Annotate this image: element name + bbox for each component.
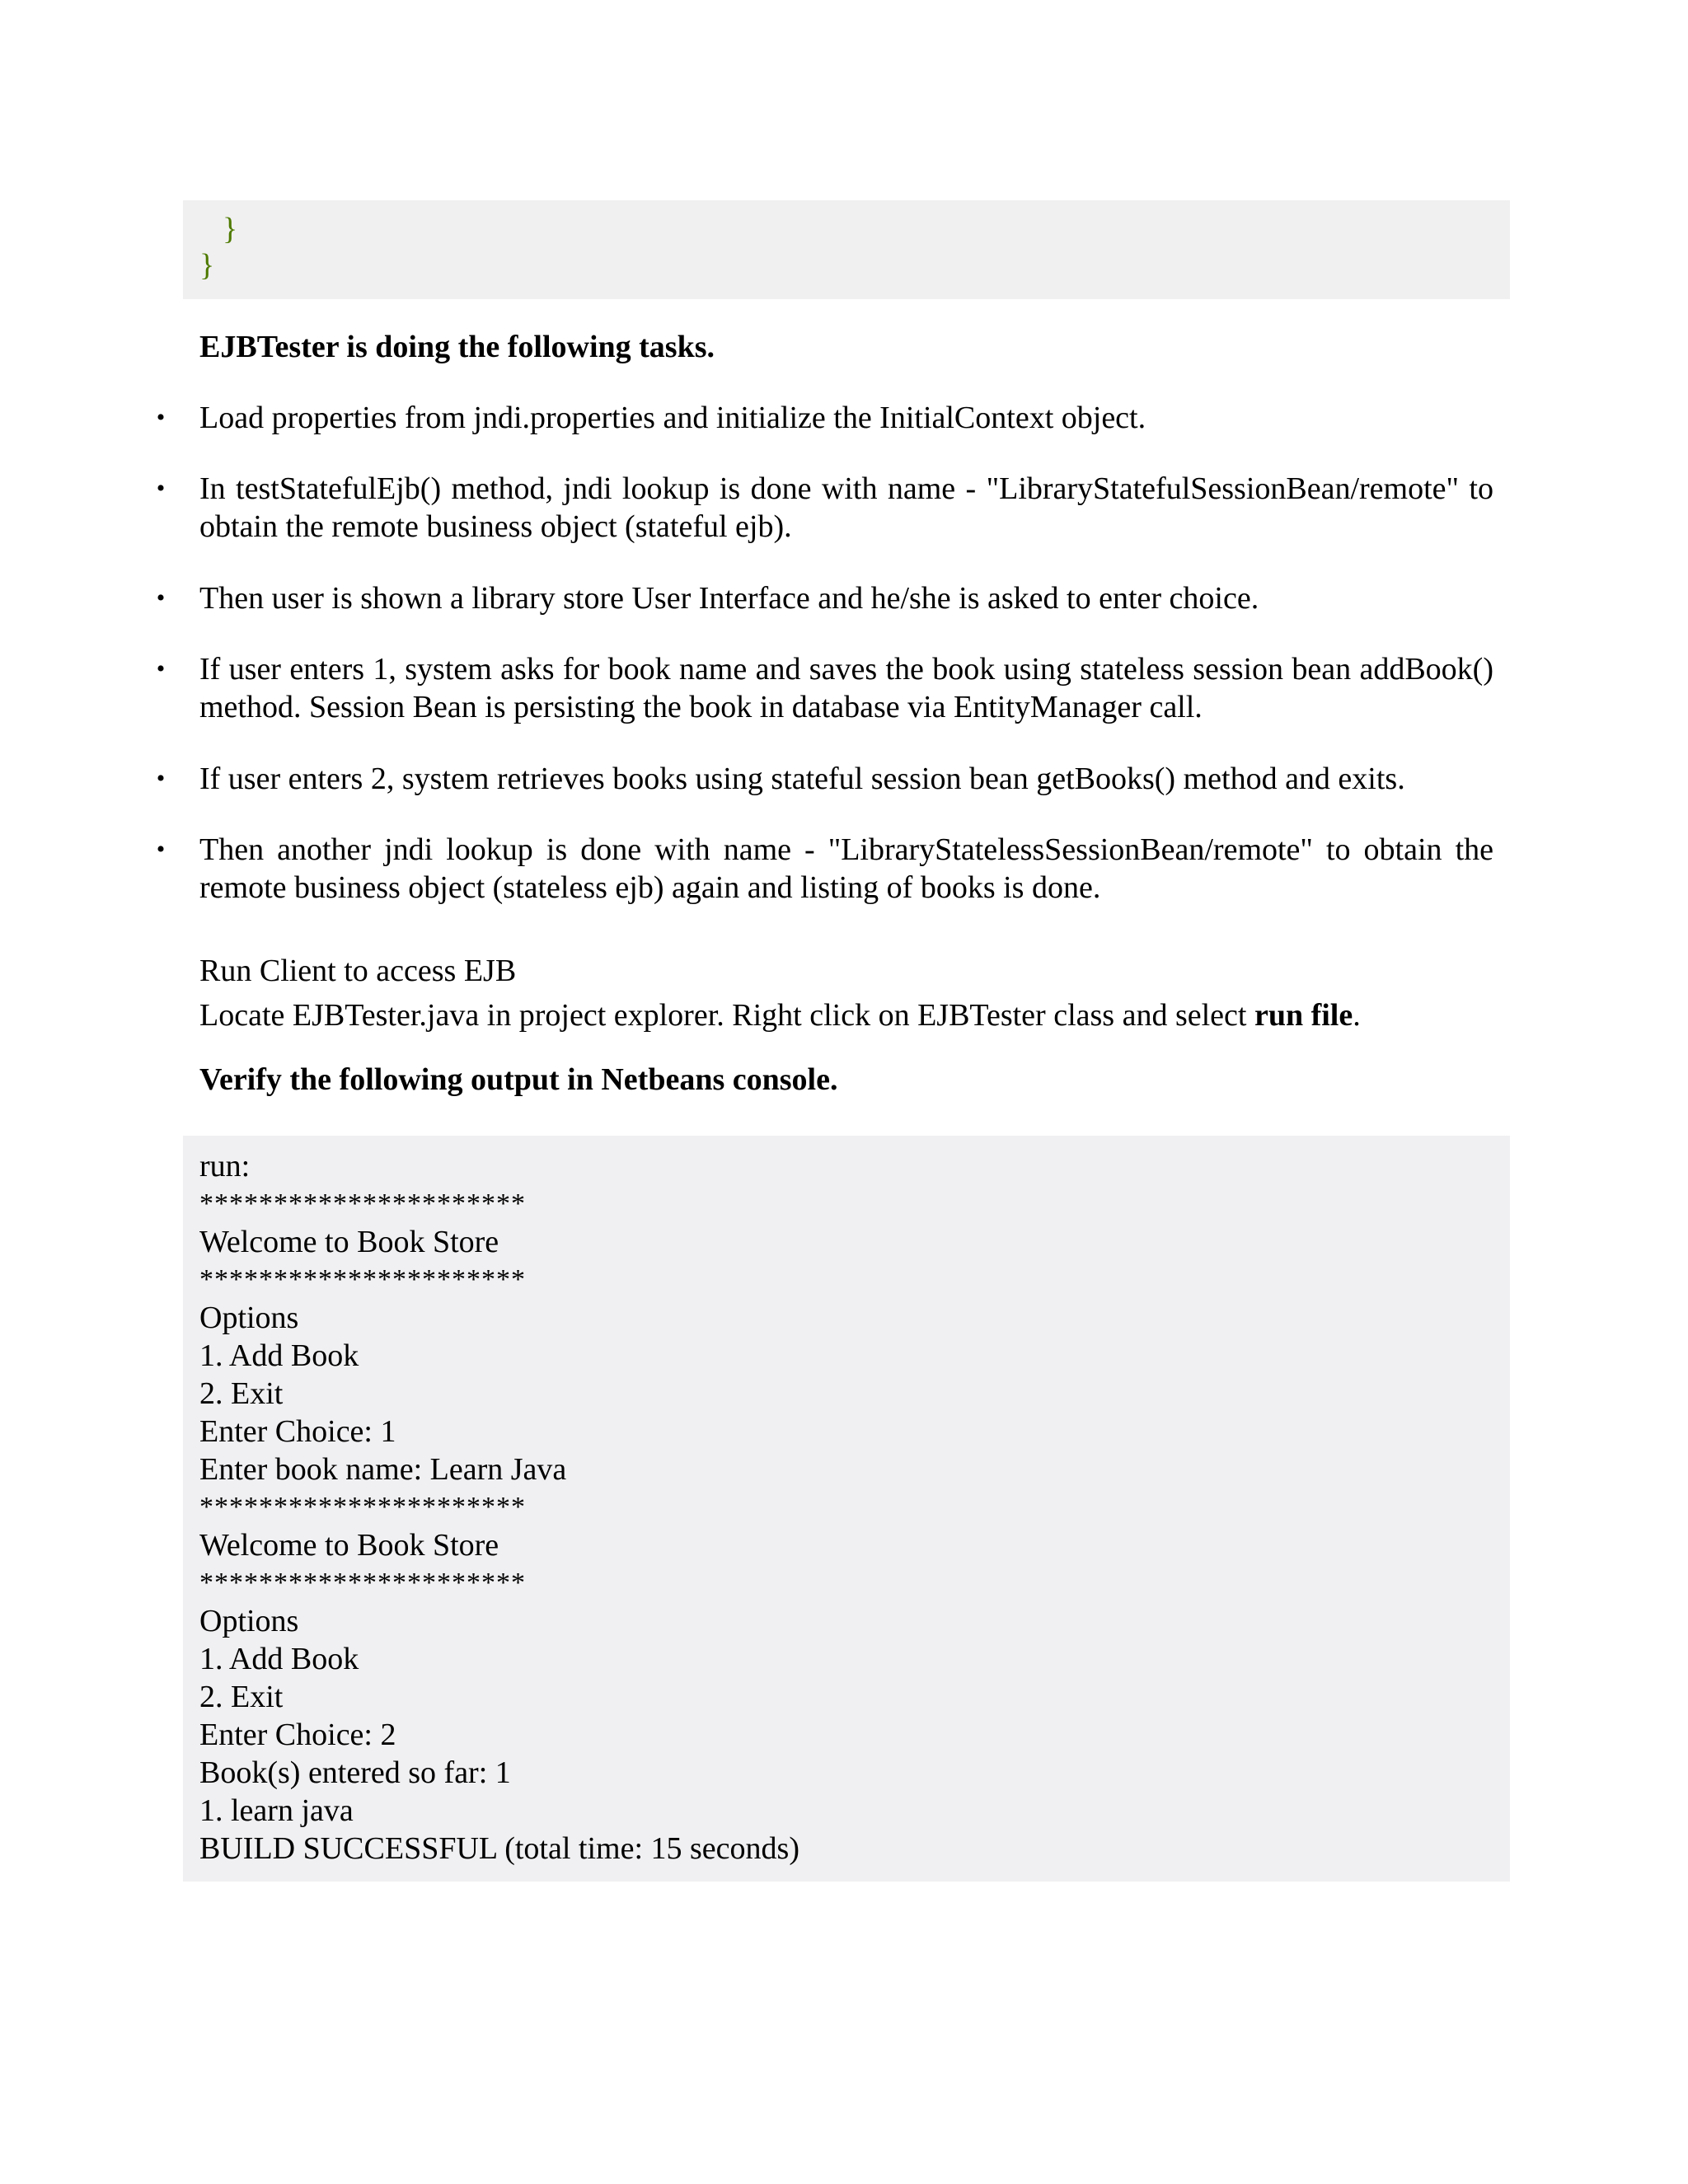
bullet-icon: • [156,655,166,682]
task-item [156,399,1493,437]
task-text: In testStatefulEjb() method, jndi lookup is done with name - "LibraryStatefulSessionBean/remote" to obtain the remote business object (stateful ejb). [199,471,1493,544]
locate-text: Locate EJBTester.java in project explorer. Right click on EJBTester class and select [199,998,1254,1033]
task-item [156,760,1493,798]
task-text: Load properties from jndi.properties and initialize the InitialContext object. [199,401,1146,435]
console-line: Options [199,1301,299,1335]
run-file-emphasis: run file [1254,998,1353,1033]
bullet-icon: • [156,475,166,502]
code-fragment-block [183,200,1510,299]
console-line: ********************** [199,1264,526,1295]
task-text: If user enters 1, system asks for book name and saves the book using stateless session bean addBook() method. Session Bean is persisting the book in database via EntityManager call. [199,652,1493,724]
task-item [156,831,1493,907]
bullet-icon: • [156,836,166,863]
console-line: BUILD SUCCESSFUL (total time: 15 seconds) [199,1831,799,1866]
console-line: ********************** [199,1188,526,1219]
console-line: run: [199,1149,251,1183]
verify-heading: Verify the following output in Netbeans console. [199,1062,838,1097]
task-item [156,650,1493,726]
console-output-block [183,1136,1510,1882]
console-line: ********************** [199,1492,526,1522]
console-line: 2. Exit [199,1680,284,1714]
console-line: 1. Add Book [199,1338,359,1373]
bullet-icon: • [156,404,166,431]
console-line: 1. learn java [199,1793,354,1828]
tasks-heading: EJBTester is doing the following tasks. [199,330,715,364]
run-client-title: Run Client to access EJB [199,954,517,988]
task-text: Then another jndi lookup is done with name - "LibraryStatelessSessionBean/remote" to obtain the remote business object (stateless ejb) again and listing of books is done. [199,832,1493,905]
task-item [156,579,1493,617]
bullet-icon: • [156,584,166,612]
console-line: Options [199,1604,299,1638]
locate-text-end: . [1353,998,1361,1033]
console-line: ********************** [199,1568,526,1598]
console-line: Enter Choice: 1 [199,1414,396,1449]
closing-brace-inner: } [223,212,238,246]
bullet-icon: • [156,765,166,792]
console-line: Welcome to Book Store [199,1528,499,1563]
console-line: Book(s) entered so far: 1 [199,1755,511,1790]
console-line: 2. Exit [199,1376,284,1411]
console-line: 1. Add Book [199,1642,359,1676]
task-item [156,470,1493,546]
locate-instructions [199,996,1361,1034]
console-line: Welcome to Book Store [199,1225,499,1259]
console-line: Enter book name: Learn Java [199,1452,567,1487]
task-text: If user enters 2, system retrieves books using stateful session bean getBooks() method and exits. [199,762,1405,796]
closing-brace-outer: } [199,248,215,283]
task-text: Then user is shown a library store User Interface and he/she is asked to enter choice. [199,581,1259,616]
console-line: Enter Choice: 2 [199,1718,396,1752]
